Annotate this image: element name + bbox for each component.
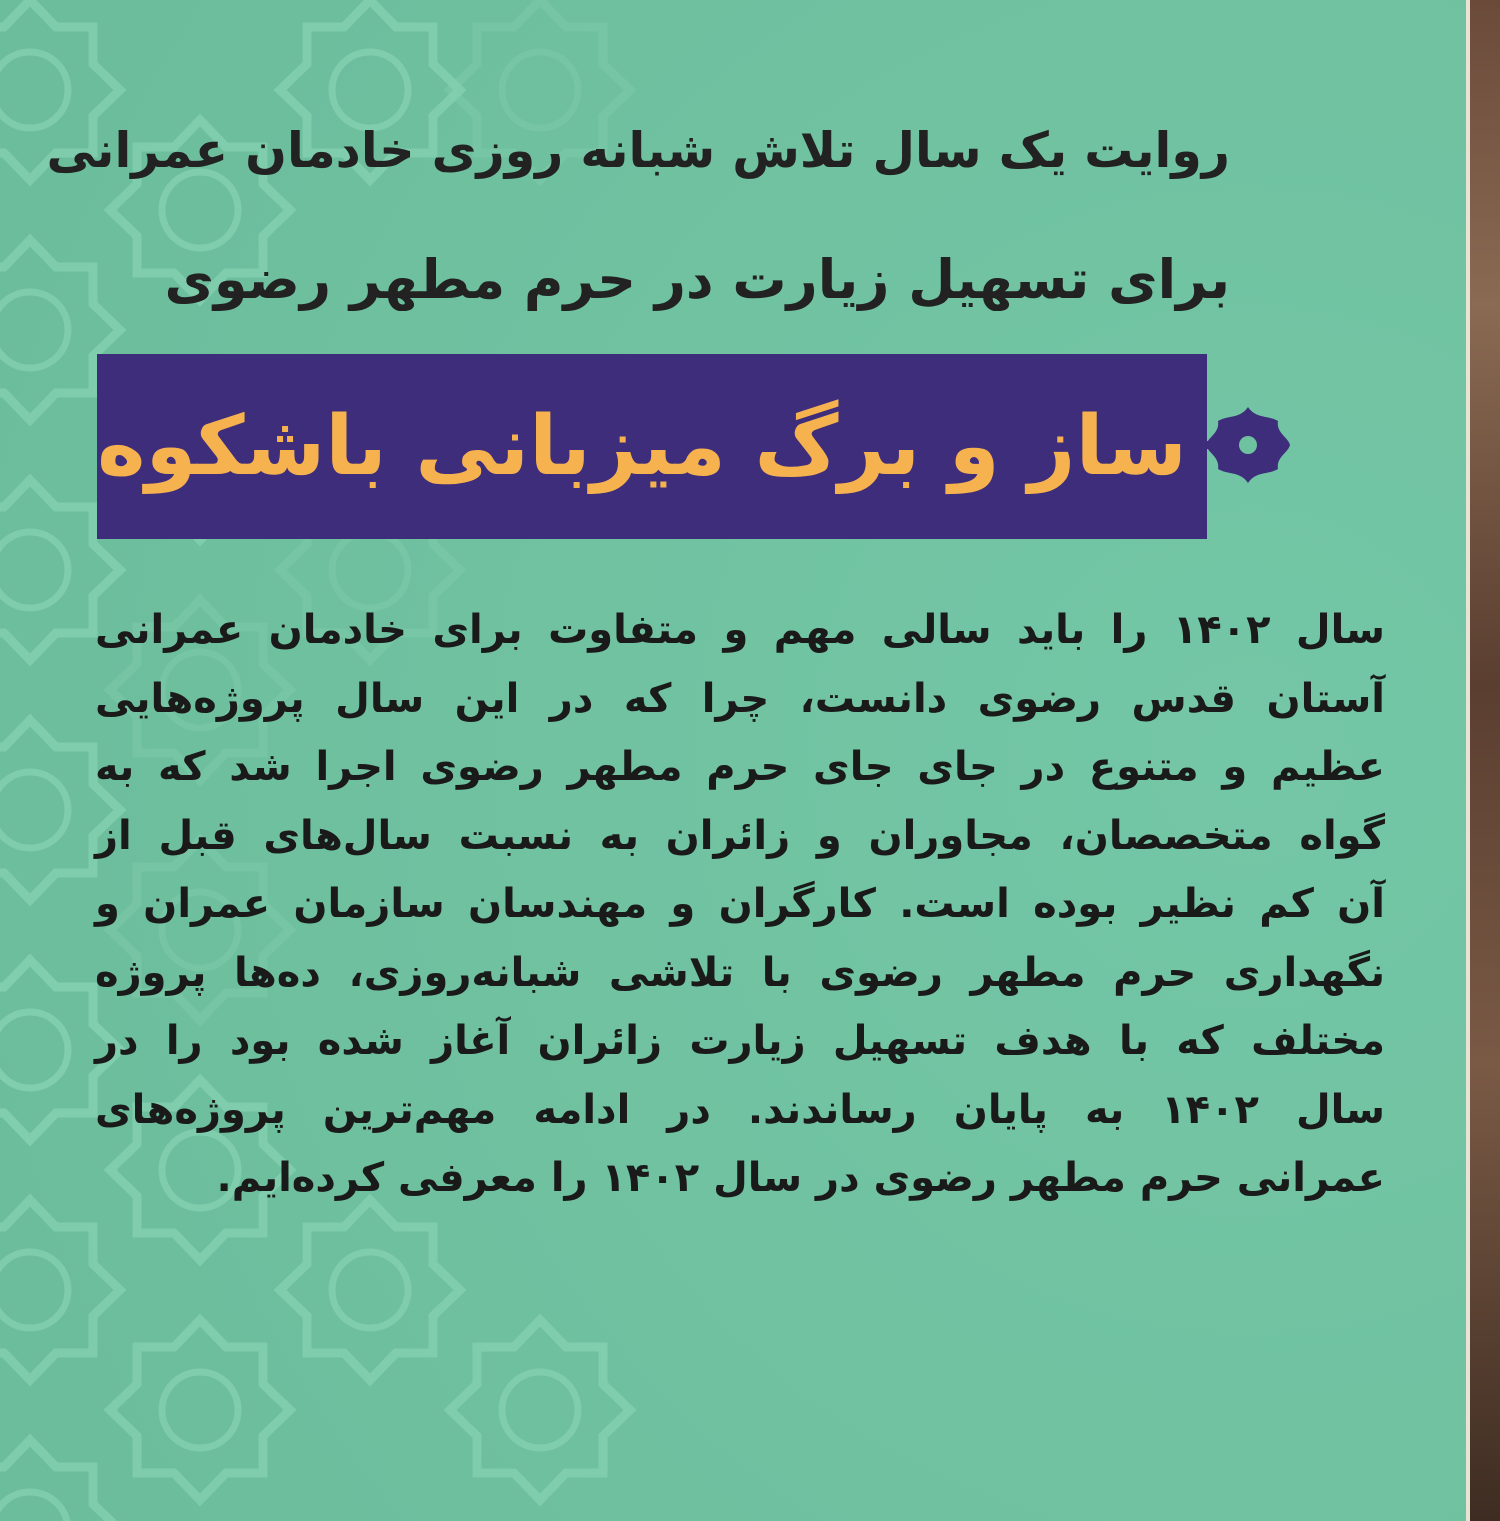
body-line-8: سال ۱۴۰۲ به پایان رساندند. در ادامه مهم‌ترین پروژه‌های: [95, 1086, 1386, 1133]
body-line-9: عمرانی حرم مطهر رضوی در سال ۱۴۰۲ را معرفی کرده‌ایم.: [216, 1155, 1385, 1201]
subtitle-line-2: برای تسهیل زیارت در حرم مطهر رضوی: [164, 248, 1230, 311]
article-body: [95, 596, 1385, 1213]
body-line-1: سال ۱۴۰۲ را باید سالی مهم و متفاوت برای خادمان عمرانی: [95, 607, 1385, 653]
adjacent-photo-strip: [1470, 0, 1500, 1521]
ornament-icon: [1206, 405, 1291, 485]
body-line-7: مختلف که با هدف تسهیل زیارت زائران آغاز شده بود را در: [95, 1018, 1385, 1064]
subtitle-line-1: روایت یک سال تلاش شبانه روزی خادمان عمرانی: [46, 122, 1230, 179]
body-line-3: عظیم و متنوع در جای جای حرم مطهر رضوی اجرا شد که به: [95, 744, 1385, 790]
body-line-6: نگهداری حرم مطهر رضوی با تلاشی شبانه‌روزی، ده‌ها پروژه: [95, 949, 1385, 996]
body-line-2: آستان قدس رضوی دانست، چرا که در این سال پروژه‌هایی: [95, 675, 1385, 722]
body-line-5: آن کم نظیر بوده است. کارگران و مهندسان سازمان عمران و: [95, 881, 1385, 927]
headline-banner: [97, 354, 1207, 539]
body-line-4: گواه متخصصان، مجاوران و زائران به نسبت سال‌های قبل از: [95, 812, 1385, 859]
headline-title: ساز و برگ میزبانی باشکوه: [97, 399, 1187, 494]
